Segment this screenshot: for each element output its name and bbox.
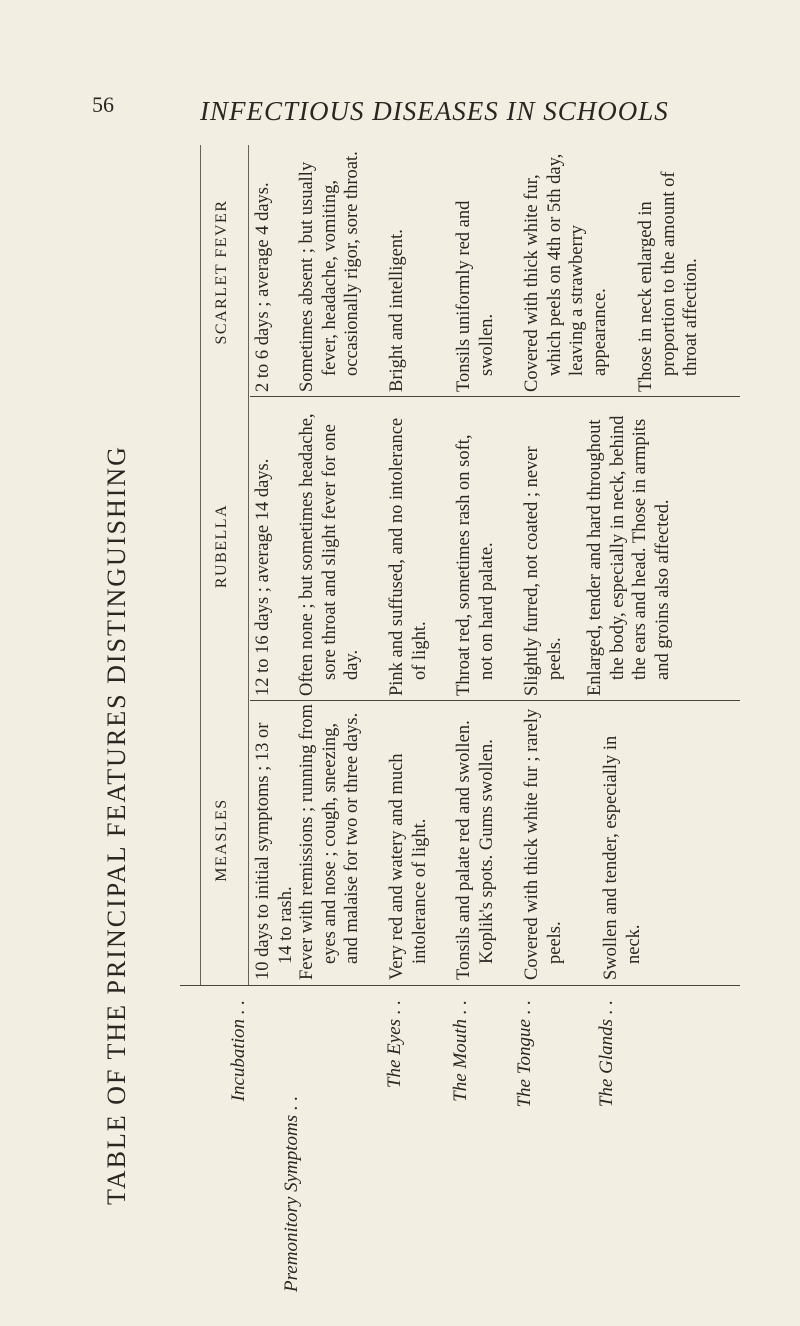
cell-measles-glands: Swollen and tender, especially in neck. — [601, 735, 644, 980]
cell-measles-tongue: Covered with thick white fur ; rarely peels. — [522, 708, 565, 980]
row-label-the-eyes: The Eyes . . — [384, 1000, 405, 1089]
cell-rubella-incubation: 12 to 16 days ; average 14 days. — [253, 458, 273, 696]
row-label-the-glands: The Glands . . — [596, 1000, 617, 1108]
cell-scarlet-tongue: Covered with thick white fur, which peels on 4th or 5th day, leaving a strawberry appearance. — [522, 153, 610, 392]
cell-scarlet-glands: Those in neck enlarged in proportion to the amount of throat affection. — [636, 171, 701, 392]
cell-measles-mouth: Tonsils and palate red and swollen. Koplik's spots. Gums swollen. — [454, 720, 497, 980]
row-label-the-mouth: The Mouth . . — [450, 1000, 471, 1102]
cell-rubella-tongue: Slightly furred, not coated ; never peels. — [522, 446, 565, 696]
running-head: INFECTIOUS DISEASES IN SCHOOLS — [200, 96, 669, 126]
rule-header-left — [200, 145, 201, 985]
table-caption: TABLE OF THE PRINCIPAL FEATURES DISTINGUISHING — [102, 445, 131, 1205]
row-label-the-tongue: The Tongue . . — [514, 1000, 535, 1108]
column-heading-rubella: RUBELLA — [213, 503, 230, 589]
cell-scarlet-incubation: 2 to 6 days ; average 4 days. — [253, 182, 273, 392]
cell-scarlet-mouth: Tonsils uniformly red and swollen. — [454, 200, 497, 392]
page-number: 56 — [92, 92, 114, 117]
row-label-premonitory-symptoms: Premonitory Symptoms . . — [281, 1095, 302, 1292]
rule-under-measles — [180, 985, 740, 986]
cell-measles-incubation: 10 days to initial symptoms ; 13 or 14 to rash. — [253, 722, 296, 980]
cell-rubella-mouth: Throat red, sometimes rash on soft, not on hard palate. — [454, 434, 497, 696]
column-heading-measles: MEASLES — [213, 798, 230, 882]
cell-rubella-glands: Enlarged, tender and hard throughout the body, especially in neck, behind the ears and head. Those in armpits and groins also affected. — [585, 415, 673, 696]
cell-rubella-premonitory: Often none ; but sometimes headache, sore throat and slight fever for one day. — [297, 413, 362, 696]
rule-under-scarlet — [250, 396, 740, 397]
rule-header-right — [248, 145, 249, 985]
cell-rubella-eyes: Pink and suffused, and no intolerance of light. — [387, 417, 430, 696]
cell-measles-eyes: Very red and watery and much intolerance of light. — [387, 753, 430, 980]
cell-scarlet-eyes: Bright and intelligent. — [387, 229, 407, 392]
row-label-incubation: Incubation . . — [228, 1000, 249, 1102]
column-heading-scarlet-fever: SCARLET FEVER — [213, 199, 230, 345]
cell-scarlet-premonitory: Sometimes absent ; but usually fever, headache, vomiting, occasionally rigor, sore throat. — [297, 151, 362, 392]
cell-measles-premonitory: Fever with remissions ; running from eyes and nose ; cough, sneezing, and malaise for two or three days. — [297, 704, 362, 980]
